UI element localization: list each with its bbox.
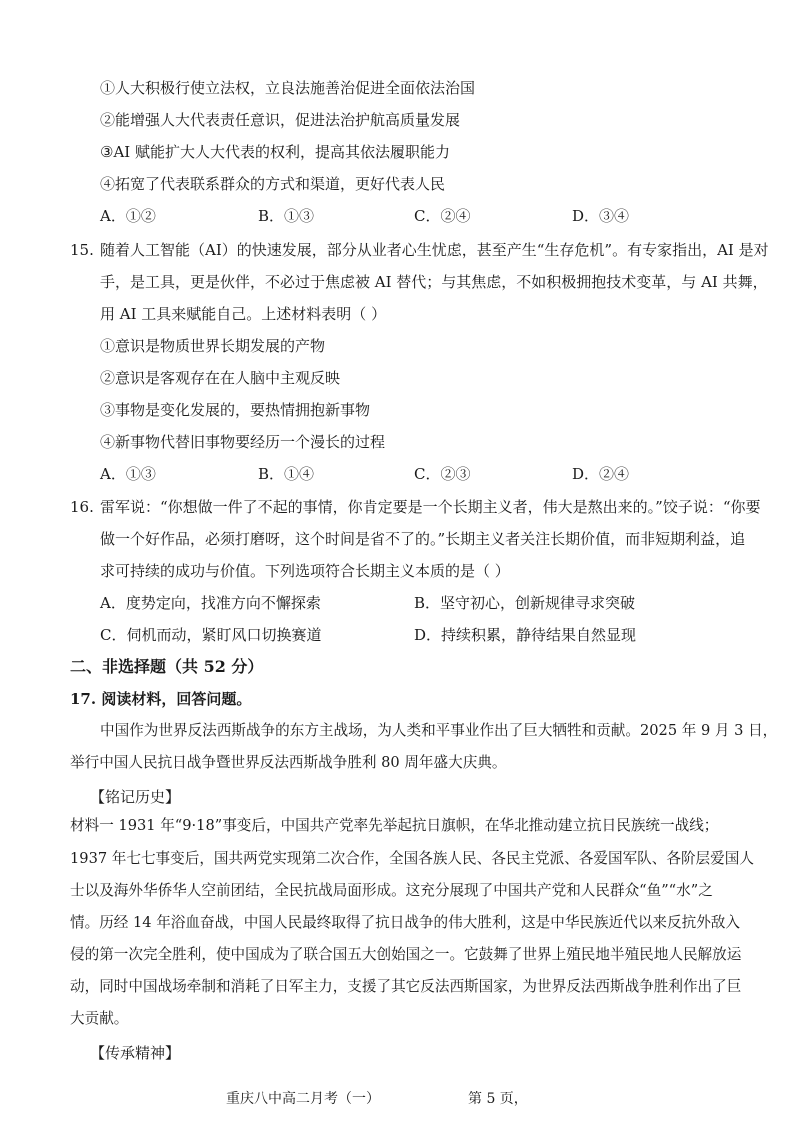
q17-material1-line-5: 侵的第一次完全胜利，使中国成为了联合国五大创始国之一。它鼓舞了世界上殖民地半殖民地人民解放运 — [70, 946, 742, 963]
q15-number: 15. — [70, 241, 94, 259]
q15-option-c: C．②③ — [414, 465, 471, 483]
q15-option-b: B．①④ — [258, 465, 315, 483]
q15-option-a: A．①③ — [100, 465, 156, 483]
footer-page-number: 第 5 页， — [468, 1091, 528, 1107]
q17-section-label-spirit: 【传承精神】 — [90, 1044, 181, 1062]
q16-number: 16. — [70, 498, 94, 516]
q17-intro-line-1: 中国作为世界反法西斯战争的东方主战场，为人类和平事业作出了巨大牺牲和贡献。2025 年 9 月 3 日， — [100, 722, 778, 739]
q16-stem-line-3: 求可持续的成功与价值。下列选项符合长期主义本质的是（ ） — [100, 562, 510, 580]
section-title-non-choice: 二、非选择题（共 52 分） — [70, 657, 264, 676]
footer-school: 重庆八中高二月考（一） — [226, 1091, 380, 1107]
q14-option-d: D．③④ — [572, 207, 630, 225]
q15-stem-line-3: 用 AI 工具来赋能自己。上述材料表明（ ） — [100, 305, 387, 323]
q17-title: 17. 阅读材料，回答问题。 — [70, 690, 252, 708]
q14-item-4: ④拓宽了代表联系群众的方式和渠道，更好代表人民 — [100, 175, 446, 193]
q15-stem-line-1: 随着人工智能（AI）的快速发展，部分从业者心生忧虑，甚至产生“生存危机”。有专家指出，AI 是对 — [100, 241, 769, 259]
q14-item-3: ③AI 赋能扩大人大代表的权利，提高其依法履职能力 — [100, 143, 450, 161]
q15-option-d: D．②④ — [572, 465, 630, 483]
q16-option-b: B．坚守初心，创新规律寻求突破 — [414, 594, 636, 612]
q15-stem-line-2: 手，是工具，更是伙伴，不必过于焦虑被 AI 替代；与其焦虑，不如积极拥抱技术变革，与 AI 共舞， — [100, 273, 768, 291]
q16-stem-line-2: 做一个好作品，必须打磨呀，这个时间是省不了的。”长期主义者关注长期价值，而非短期利益，追 — [100, 530, 746, 548]
q14-option-c: C．②④ — [414, 207, 471, 225]
q15-options — [0, 464, 800, 484]
q16-option-c: C．伺机而动，紧盯风口切换赛道 — [100, 626, 322, 644]
q14-option-b: B．①③ — [258, 207, 315, 225]
q14-item-1: ①人大积极行使立法权，立良法施善治促进全面依法治国 — [100, 79, 476, 97]
q14-item-2: ②能增强人大代表责任意识，促进法治护航高质量发展 — [100, 111, 461, 129]
q15-item-3: ③事物是变化发展的，要热情拥抱新事物 — [100, 401, 371, 419]
q17-intro-line-2: 举行中国人民抗日战争暨世界反法西斯战争胜利 80 周年盛大庆典。 — [70, 754, 507, 771]
q17-material1-line-4: 情。历经 14 年浴血奋战，中国人民最终取得了抗日战争的伟大胜利，这是中华民族近代以来反抗外敌入 — [70, 914, 740, 931]
q17-material1-line-2: 1937 年七七事变后，国共两党实现第二次合作，全国各族人民、各民主党派、各爱国军队、各阶层爱国人 — [70, 850, 754, 867]
q15-item-1: ①意识是物质世界长期发展的产物 — [100, 337, 326, 355]
q15-item-4: ④新事物代替旧事物要经历一个漫长的过程 — [100, 433, 386, 451]
q17-section-label-history: 【铭记历史】 — [90, 788, 181, 806]
q17-material1-line-3: 士以及海外华侨华人空前团结，全民抗战局面形成。这充分展现了中国共产党和人民群众“鱼”“水”之 — [70, 882, 713, 899]
q17-material1-line-6: 动，同时中国战场牵制和消耗了日军主力，支援了其它反法西斯国家，为世界反法西斯战争胜利作出了巨 — [70, 978, 742, 995]
q14-option-a: A．①② — [100, 207, 156, 225]
q17-material1-line-1: 材料一 1931 年“9·18”事变后，中国共产党率先举起抗日旗帜，在华北推动建立抗日民族统一战线； — [70, 817, 719, 834]
q16-options-row-2 — [0, 625, 800, 645]
q16-option-d: D．持续积累，静待结果自然显现 — [414, 626, 637, 644]
q17-material1-line-7: 大贡献。 — [70, 1010, 129, 1027]
q16-stem-line-1: 雷军说：“你想做一件了不起的事情，你肯定要是一个长期主义者，伟大是熬出来的。”饺子说：“你要 — [100, 498, 761, 516]
q15-item-2: ②意识是客观存在在人脑中主观反映 — [100, 369, 341, 387]
q16-option-a: A．度势定向，找准方向不懈探索 — [100, 594, 321, 612]
q14-options — [0, 206, 800, 226]
q16-options-row-1 — [0, 593, 800, 613]
